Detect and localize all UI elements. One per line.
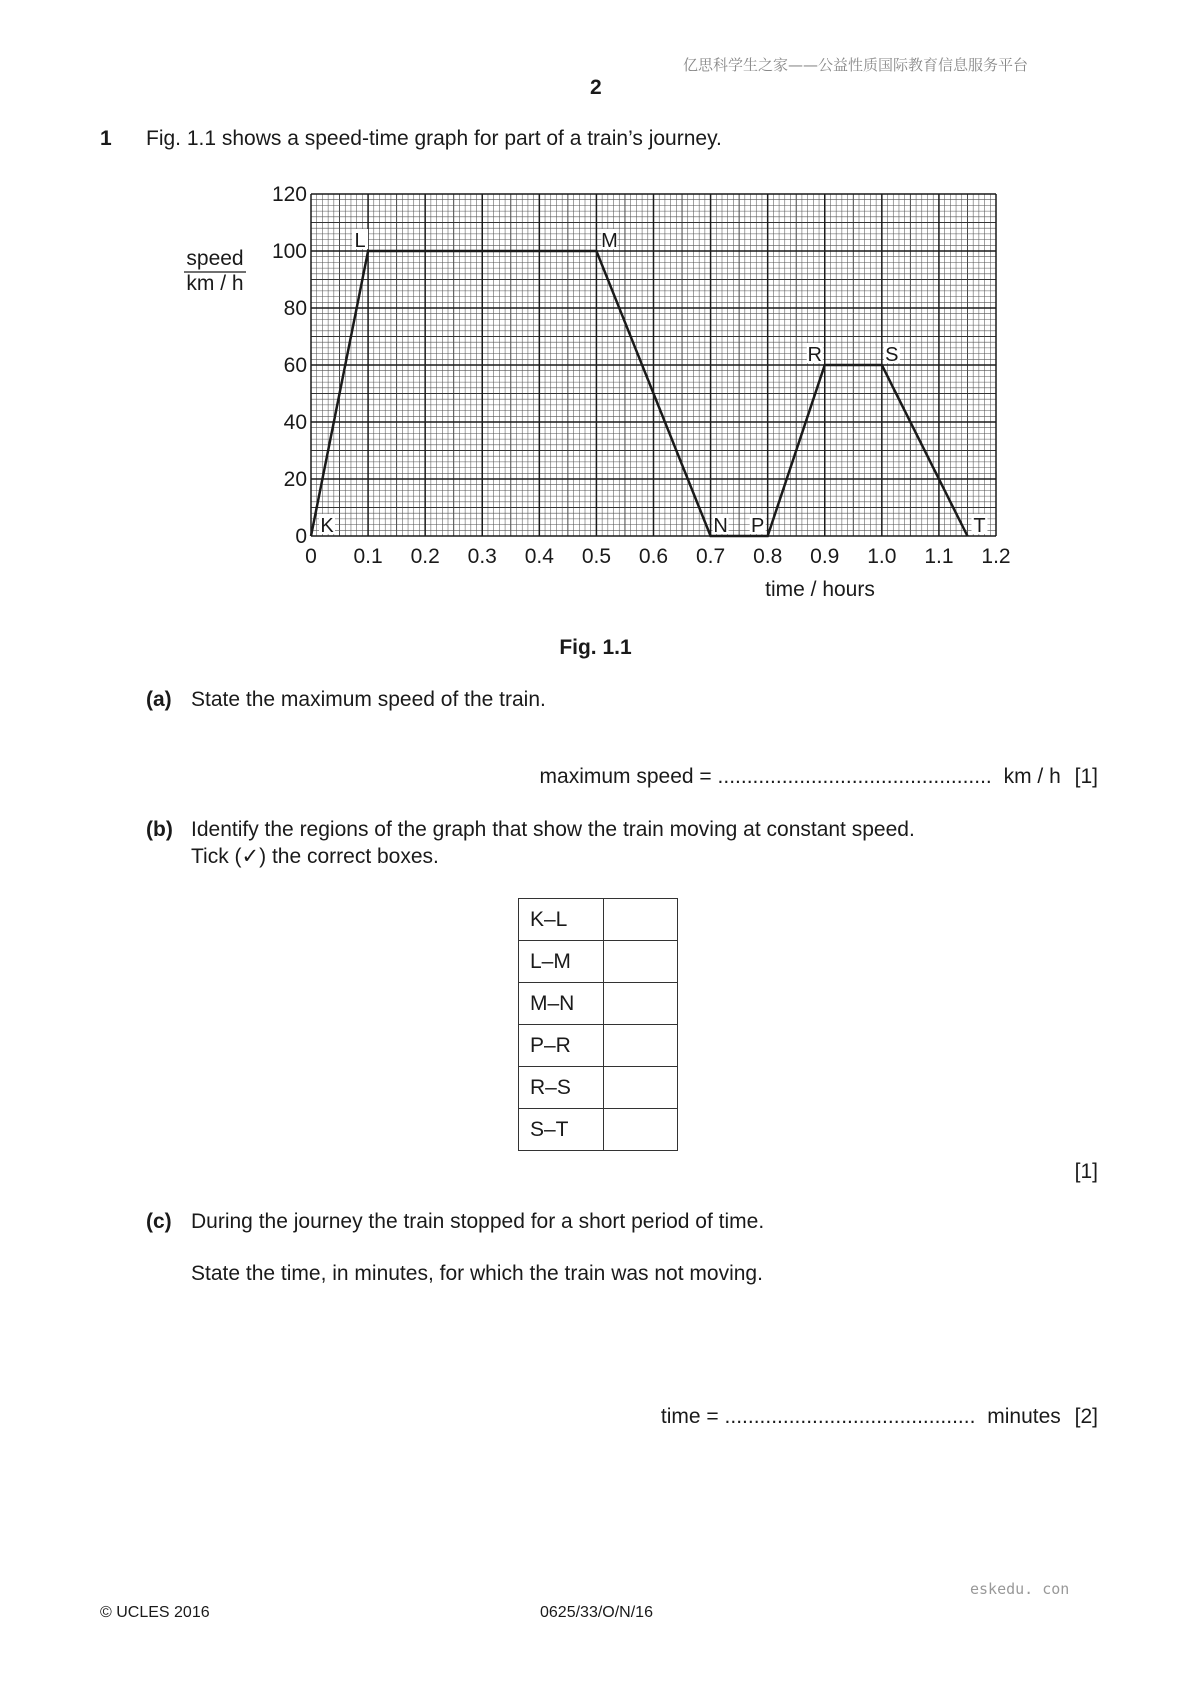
- tick-row: [519, 1067, 678, 1109]
- x-tick-label: 0.1: [353, 545, 383, 568]
- part-b-label: (b): [146, 818, 173, 841]
- x-tick-label: 0.4: [524, 545, 554, 568]
- part-c-text-line1: During the journey the train stopped for a short period of time.: [191, 1210, 765, 1233]
- part-b-text-line2: Tick (✓) the correct boxes.: [191, 845, 439, 868]
- tick-row-label: R–S: [519, 1067, 604, 1109]
- x-tick-label: 0.2: [410, 545, 440, 568]
- footer-copyright: © UCLES 2016: [100, 1604, 210, 1621]
- part-c-marks: [2]: [1074, 1405, 1098, 1428]
- x-tick-label: 1.0: [867, 545, 897, 568]
- question-number: 1: [100, 127, 112, 150]
- page-number: 2: [590, 76, 602, 99]
- x-tick-label: 0.7: [695, 545, 726, 568]
- tick-box[interactable]: [604, 1025, 678, 1067]
- tick-row: [519, 1109, 678, 1151]
- part-c-answer-dots[interactable]: ...........................................: [724, 1405, 976, 1428]
- part-b-marks: [1]: [1074, 1160, 1098, 1183]
- point-label: R: [807, 344, 822, 366]
- y-tick-label: 100: [271, 240, 307, 263]
- x-tick-label: 0.8: [753, 545, 783, 568]
- part-a-marks: [1]: [1074, 765, 1098, 788]
- tick-row-label: L–M: [519, 941, 604, 983]
- tick-row: [519, 983, 678, 1025]
- point-label: N: [713, 515, 728, 537]
- part-a-text: State the maximum speed of the train.: [191, 688, 546, 711]
- y-tick-labels: [272, 183, 307, 548]
- tick-row: [519, 1025, 678, 1067]
- tick-box[interactable]: [604, 983, 678, 1025]
- point-label: L: [354, 230, 366, 252]
- part-c-label: (c): [146, 1210, 172, 1233]
- tick-row: [519, 941, 678, 983]
- y-tick-label: 80: [283, 297, 307, 320]
- part-a-answer-dots[interactable]: ...............................................: [717, 765, 992, 788]
- point-label: K: [320, 515, 334, 537]
- x-tick-label: 0.5: [581, 545, 612, 568]
- y-axis-label-top: speed: [186, 247, 244, 270]
- y-tick-label: 60: [283, 354, 307, 377]
- question-intro: Fig. 1.1 shows a speed-time graph for part of a train’s journey.: [146, 127, 722, 150]
- x-tick-label: 0.9: [810, 545, 840, 568]
- x-axis-label: time / hours: [765, 578, 875, 601]
- tick-row-label: S–T: [519, 1109, 604, 1151]
- footer-paper-code: 0625/33/O/N/16: [540, 1604, 653, 1621]
- part-c-unit: minutes: [987, 1405, 1061, 1428]
- x-tick-label: 0.6: [638, 545, 669, 568]
- tick-box[interactable]: [604, 899, 678, 941]
- speed-time-graph: [170, 180, 1050, 610]
- x-tick-label: 1.2: [981, 545, 1011, 568]
- point-label: T: [973, 515, 986, 537]
- y-tick-label: 40: [283, 411, 307, 434]
- part-a-label: (a): [146, 688, 172, 711]
- part-c-answer-prefix: time =: [660, 1405, 725, 1428]
- tick-box[interactable]: [604, 941, 678, 983]
- part-a-answer-prefix: maximum speed =: [539, 765, 718, 788]
- point-label: M: [601, 230, 618, 252]
- part-a-unit: km / h: [1003, 765, 1061, 788]
- tick-row-label: K–L: [519, 899, 604, 941]
- x-tick-labels: [305, 545, 1010, 568]
- part-c-text-line2: State the time, in minutes, for which the train was not moving.: [191, 1262, 763, 1285]
- y-axis-label-bottom: km / h: [186, 272, 244, 295]
- part-b-text-line1: Identify the regions of the graph that show the train moving at constant speed.: [191, 818, 915, 841]
- x-tick-label: 0: [305, 545, 317, 568]
- tick-row-label: P–R: [519, 1025, 604, 1067]
- x-tick-label: 1.1: [924, 545, 954, 568]
- x-tick-label: 0.3: [467, 545, 497, 568]
- y-tick-label: 120: [271, 183, 307, 206]
- footer-site: eskedu. con: [970, 1580, 1070, 1598]
- y-tick-label: 20: [283, 468, 307, 491]
- point-label: S: [885, 344, 899, 366]
- header-watermark: 亿思科学生之家——公益性质国际教育信息服务平台: [683, 56, 1029, 74]
- tick-row-label: M–N: [519, 983, 604, 1025]
- tick-box-table: [518, 898, 678, 1151]
- tick-row: [519, 899, 678, 941]
- point-label: P: [750, 515, 765, 537]
- y-tick-label: 0: [295, 525, 307, 548]
- part-a-answer-line: [540, 765, 1098, 789]
- tick-box[interactable]: [604, 1067, 678, 1109]
- part-c-answer-line: [661, 1405, 1098, 1429]
- tick-box[interactable]: [604, 1109, 678, 1151]
- figure-caption: Fig. 1.1: [559, 636, 632, 659]
